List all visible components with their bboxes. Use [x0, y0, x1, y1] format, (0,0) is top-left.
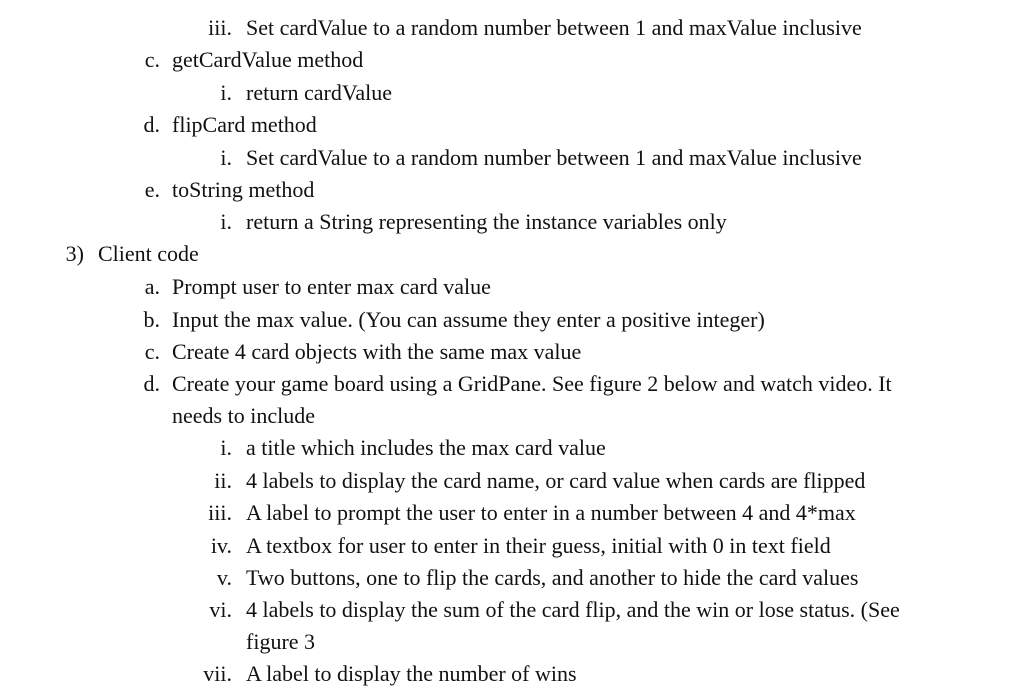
list-marker: iii.: [208, 15, 232, 40]
list-text: flipCard method: [172, 112, 317, 137]
list-text: A label to prompt the user to enter in a number between 4 and 4*max: [246, 500, 856, 525]
list-text: return a String representing the instance variables only: [246, 209, 727, 234]
list-text: Create 4 card objects with the same max value: [172, 339, 582, 364]
list-marker: i.: [220, 145, 232, 170]
list-marker: i.: [220, 209, 232, 234]
list-text: Two buttons, one to flip the cards, and another to hide the card values: [246, 565, 859, 590]
list-marker: a.: [144, 274, 160, 299]
list-text: 4 labels to display the card name, or card value when cards are flipped: [246, 468, 866, 493]
list-text: figure 3: [246, 629, 316, 654]
list-marker: iv.: [210, 533, 232, 558]
list-marker: vii.: [203, 661, 232, 686]
list-text: Create your game board using a GridPane. See figure 2 below and watch video. It: [172, 371, 892, 396]
list-text: getCardValue method: [172, 47, 364, 72]
list-marker: i.: [220, 435, 232, 460]
list-text: 4 labels to display the sum of the card flip, and the win or lose status. (See: [246, 597, 900, 622]
list-marker: i.: [220, 80, 232, 105]
list-text: Set cardValue to a random number between 1 and maxValue inclusive: [246, 15, 862, 40]
list-marker: v.: [216, 565, 232, 590]
list-marker: e.: [144, 177, 160, 202]
list-text: a title which includes the max card value: [246, 435, 606, 460]
list-text: Input the max value. (You can assume they enter a positive integer): [172, 307, 765, 332]
list-marker: vi.: [209, 597, 232, 622]
list-text: return cardValue: [246, 80, 392, 105]
section-title: Client code: [98, 241, 199, 266]
list-marker: d.: [143, 371, 160, 396]
list-text: needs to include: [172, 403, 315, 428]
list-marker: c.: [144, 47, 160, 72]
list-marker: ii.: [214, 468, 232, 493]
list-marker: b.: [143, 307, 160, 332]
list-text: Set cardValue to a random number between 1 and maxValue inclusive: [246, 145, 862, 170]
list-marker: d.: [143, 112, 160, 137]
list-text: A label to display the number of wins: [246, 661, 577, 686]
list-marker: iii.: [208, 500, 232, 525]
list-text: toString method: [172, 177, 315, 202]
list-marker: 3): [65, 241, 84, 266]
list-marker: c.: [144, 339, 160, 364]
list-text: Prompt user to enter max card value: [172, 274, 491, 299]
list-text: A textbox for user to enter in their guess, initial with 0 in text field: [246, 533, 831, 558]
